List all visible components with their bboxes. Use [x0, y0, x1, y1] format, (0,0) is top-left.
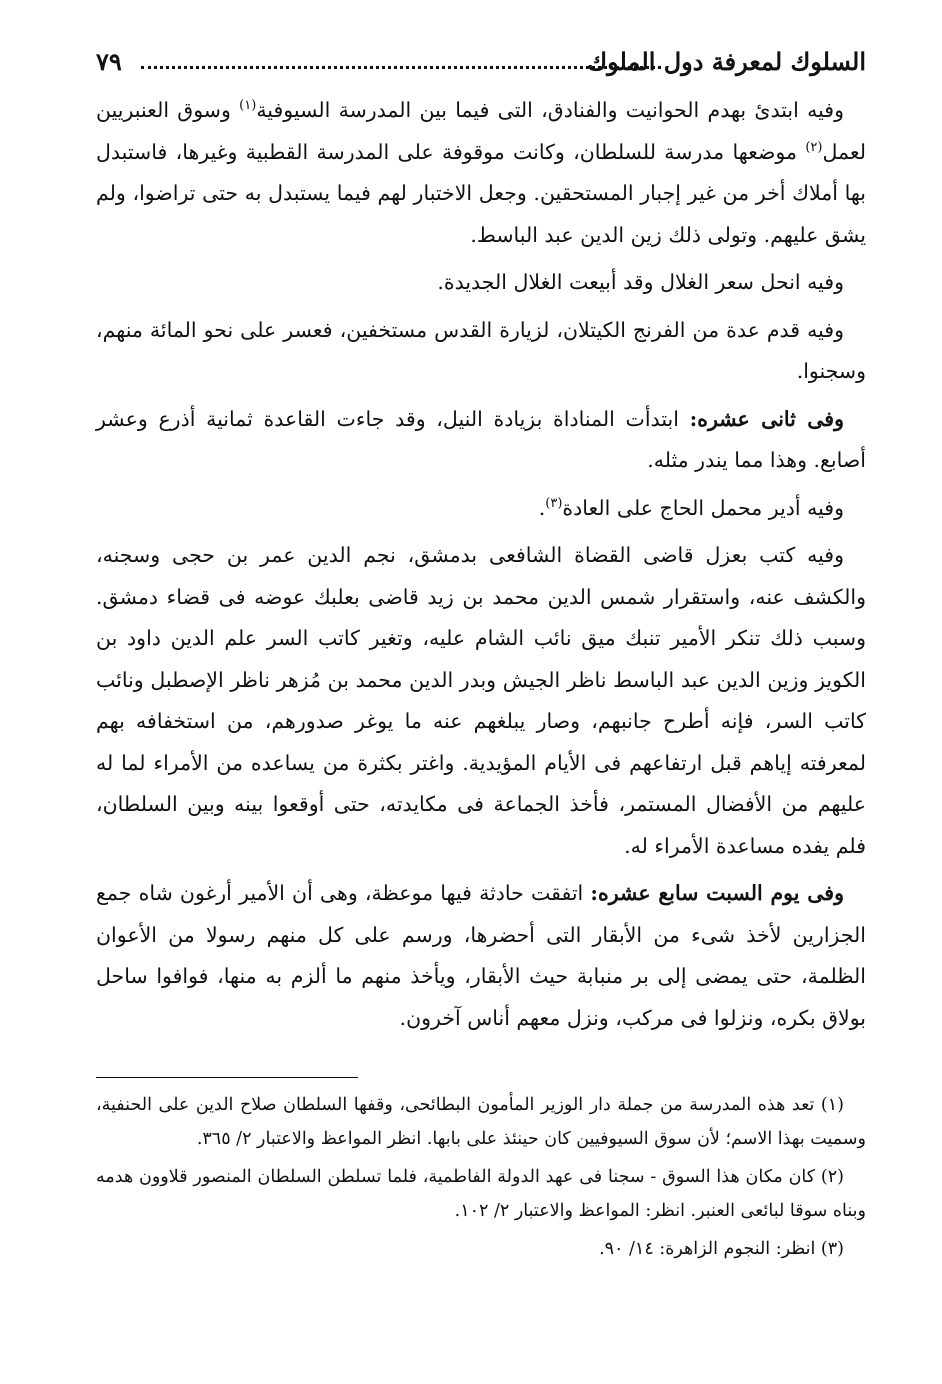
- paragraph: [96, 90, 866, 256]
- footnote: (٢) كان مكان هذا السوق - سجنا فى عهد الدولة الفاطمية، فلما تسلطن السلطان المنصور قلاوون هدمه وبناه سوقا لبائعى العنبر. انظر: المواعظ والاعتبار ٢/ ١٠٢.: [96, 1167, 866, 1221]
- paragraph-lead: وفى يوم السبت سابع عشره:: [590, 881, 845, 905]
- paragraph-text: وفيه كتب بعزل قاضى القضاة الشافعى بدمشق، نجم الدين عمر بن حجى وسجنه، والكشف عنه، واستقرار شمس الدين محمد بن زيد قاضى بعلبك عوضه فى قضاء دمشق. وسبب ذلك تنكر الأمير تنبك ميق نائب الشام عليه، وتغير كاتب السر علم الدين داود بن الكويز وزين الدين عبد الباسط ناظر الجيش وبدر الدين محمد بن مُزهر ناظر الإصطبل ونائب كاتب السر، فإنه أطرح جانبهم، وصار يبلغهم عنه ما يوغر صدورهم، من استخفافه بهم لمعرفته إياهم قبل ارتفاعهم فى الأيام المؤيدية. واغتر بكثرة من يساعده من الأمراء لما له عليهم من الأفضال المستمر، فأخذ الجماعة فى مكايدته، حتى أوقعوا بينه وبين السلطان، فلم يفده مساعدة الأمراء له.: [96, 543, 866, 858]
- paragraph: [96, 535, 866, 867]
- paragraph: [96, 262, 866, 304]
- paragraph-text: وسوق العنبريين لعمل: [96, 98, 866, 164]
- paragraph: [96, 873, 866, 1039]
- footnotes: [96, 1088, 866, 1266]
- footnote: (١) تعد هذه المدرسة من جملة دار الوزير المأمون البطائحى، وقفها السلطان صلاح الدين على الحنفية، وسميت بهذا الاسم؛ لأن سوق السيوفيين كان حينئذ على بابها. انظر المواعظ والاعتبار ٢/ ٣٦٥.: [96, 1095, 866, 1149]
- paragraph: [96, 488, 866, 530]
- paragraph-text: وفيه أدير محمل الحاج على العادة: [562, 495, 844, 520]
- paragraph: [96, 310, 866, 393]
- paragraph-lead: وفى ثانى عشره:: [689, 406, 844, 431]
- paragraph-text: .: [538, 495, 546, 520]
- page-number: ٧٩: [96, 47, 122, 76]
- paragraph-text: وفيه قدم عدة من الفرنج الكيتلان، لزيارة القدس مستخفين، فعسر على نحو المائة منهم، وسجنوا.: [96, 317, 866, 383]
- paragraph-text: اتفقت حادثة فيها موعظة، وهى أن الأمير أرغون شاه جمع الجزارين لأخذ شىء من الأبقار التى أحضرها، ورسم على كل منهم رسولا من الأعوان الظلمة، حتى يمضى إلى بر منبابة حيث الأبقار، ويأخذ منهم ما ألزم به منها، فوافوا ساحل بولاق بكره، ونزلوا فى مركب، ونزل معهم أناس آخرون.: [96, 881, 866, 1030]
- footnote: (٣) انظر: النجوم الزاهرة: ١٤/ ٩٠.: [599, 1239, 844, 1259]
- footnote-ref: (٢): [805, 139, 823, 155]
- main-text: [96, 90, 866, 1039]
- paragraph-text: وفيه ابتدئ بهدم الحوانيت والفنادق، التى فيما بين المدرسة السيوفية: [256, 98, 844, 122]
- paragraph-text: وفيه انحل سعر الغلال وقد أبيعت الغلال الجديدة.: [437, 270, 844, 294]
- footnote-ref: (٣): [545, 495, 563, 511]
- paragraph: [96, 399, 866, 482]
- footnote-separator: [96, 1077, 358, 1078]
- dotted-leader: [141, 66, 661, 69]
- book-page: [96, 40, 866, 1270]
- footnote-ref: (١): [239, 98, 257, 114]
- paragraph-text: ابتدأت المناداة بزيادة النيل، وقد جاءت القاعدة ثمانية أذرع وعشر أصابع. وهذا مما يندر مثله.: [96, 406, 866, 472]
- paragraph-text: موضعها مدرسة للسلطان، وكانت موقوفة على المدرسة القطبية وغيرها، فاستبدل بها أملاك أخر من غير إجبار المستحقين. وجعل الاختبار لهم فيما يستبدل به حتى تراضوا، ولم يشق عليهم. وتولى ذلك زين الدين عبد الباسط.: [96, 139, 866, 247]
- page-header: [96, 40, 866, 84]
- running-title: السلوك لمعرفة دول الملوك: [587, 47, 866, 76]
